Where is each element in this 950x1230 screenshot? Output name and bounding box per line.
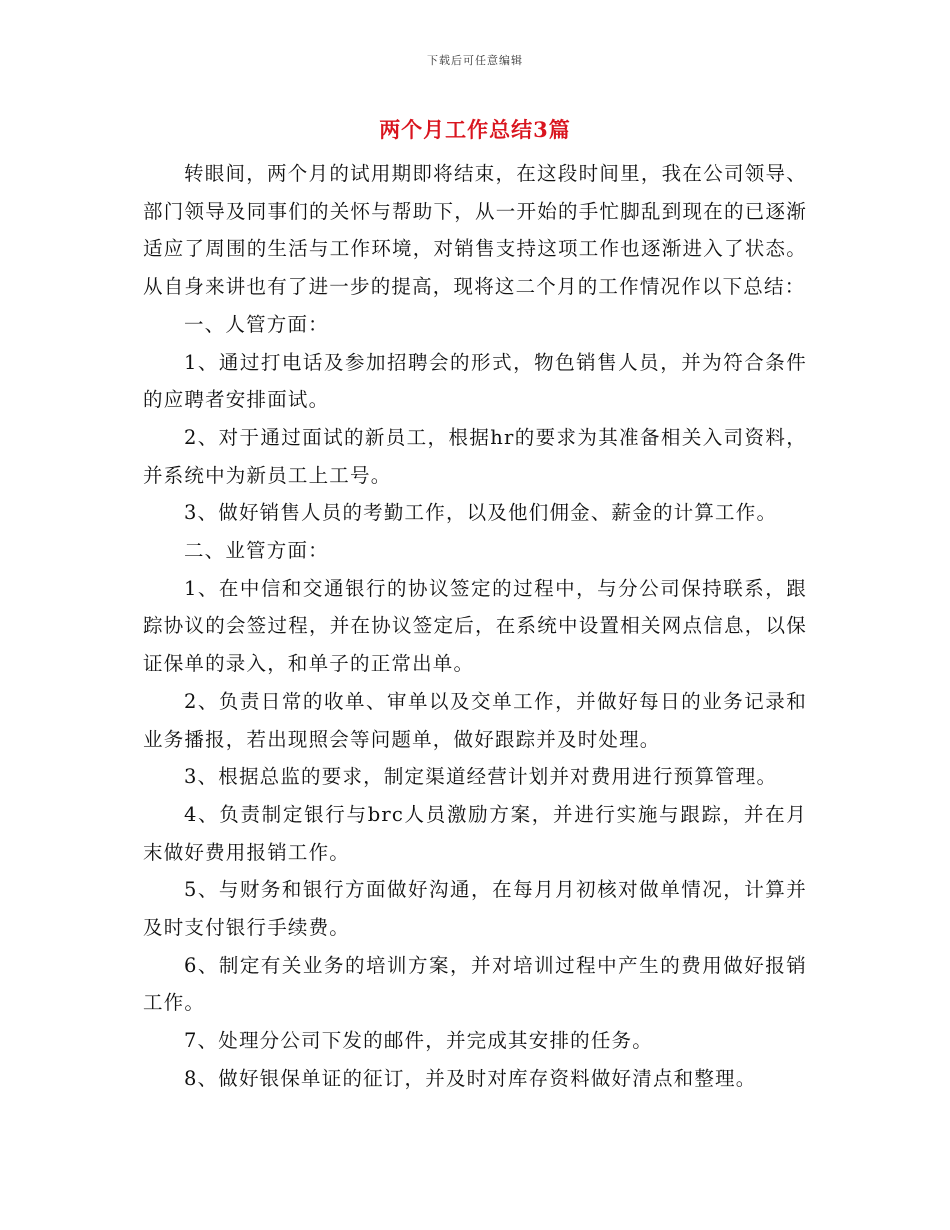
business-item-6: 6、制定有关业务的培训方案，并对培训过程中产生的费用做好报销工作。 [143, 953, 807, 1015]
business-item-7: 7、处理分公司下发的邮件，并完成其安排的任务。 [183, 1029, 653, 1053]
business-item-5: 5、与财务和银行方面做好沟通，在每月月初核对做单情况，计算并及时支付银行手续费。 [143, 878, 807, 940]
personnel-item-1: 1、通过打电话及参加招聘会的形式，物色销售人员，并为符合条件的应聘者安排面试。 [143, 350, 807, 412]
business-item-8: 8、做好银保单证的征订，并及时对库存资料做好清点和整理。 [183, 1066, 757, 1090]
business-item-1: 1、在中信和交通银行的协议签定的过程中，与分公司保持联系，跟踪协议的会签过程，并在协议签定后，在系统中设置相关网点信息，以保证保单的录入，和单子的正常出单。 [143, 576, 807, 676]
business-item-3: 3、根据总监的要求，制定渠道经营计划并对费用进行预算管理。 [183, 765, 778, 789]
section-heading-personnel: 一、人管方面： [183, 312, 329, 336]
section-heading-business: 二、业管方面： [183, 539, 329, 563]
personnel-item-3: 3、做好销售人员的考勤工作，以及他们佣金、薪金的计算工作。 [183, 501, 778, 525]
page-header-note: 下载后可任意编辑 [427, 54, 523, 67]
personnel-item-2: 2、对于通过面试的新员工，根据hr的要求为其准备相关入司资料，并系统中为新员工上工号。 [143, 425, 807, 487]
business-item-2: 2、负责日常的收单、审单以及交单工作，并做好每日的业务记录和业务播报，若出现照会等问题单，做好跟踪并及时处理。 [143, 689, 807, 751]
business-item-4: 4、负责制定银行与brc人员激励方案，并进行实施与跟踪，并在月末做好费用报销工作。 [143, 802, 807, 864]
document-body [143, 155, 807, 1098]
document-title: 两个月工作总结3篇 [379, 117, 571, 142]
intro-paragraph: 转眼间，两个月的试用期即将结束，在这段时间里，我在公司领导、部门领导及同事们的关怀与帮助下，从一开始的手忙脚乱到现在的已逐渐适应了周围的生活与工作环境，对销售支持这项工作也逐渐进入了状态。从自身来讲也有了进一步的提高，现将这二个月的工作情况作以下总结： [143, 162, 807, 299]
